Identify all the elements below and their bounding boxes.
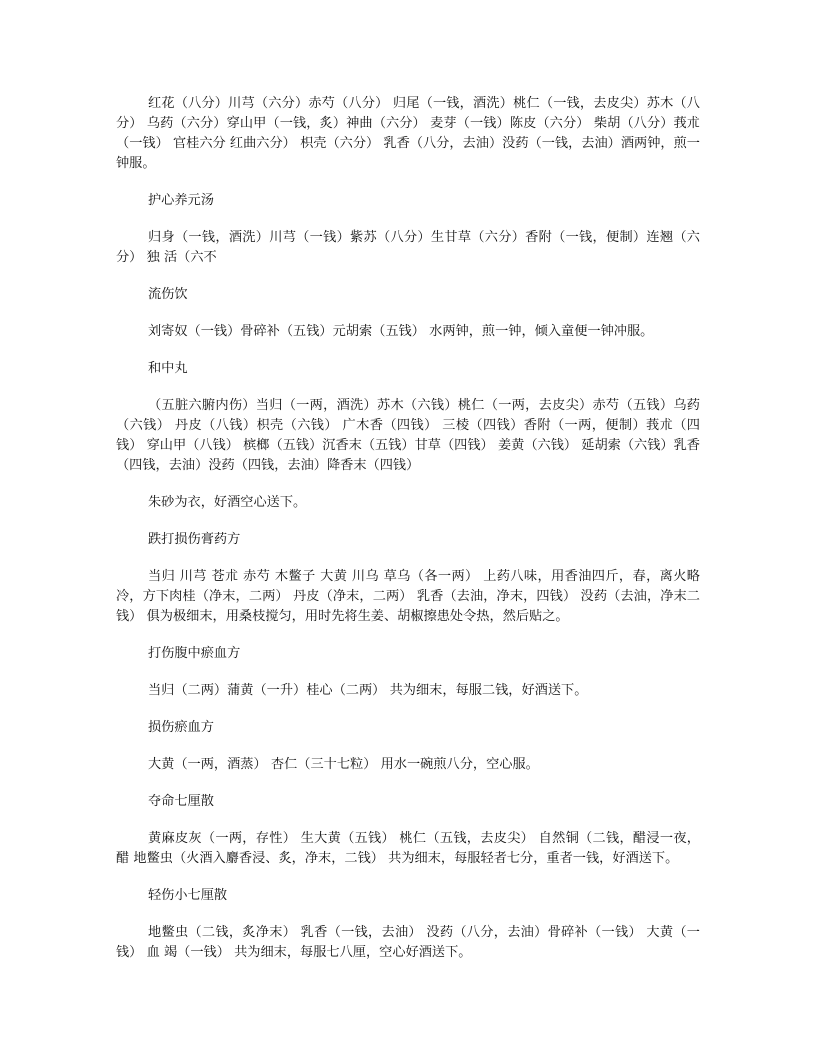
paragraph-6: 当归 川芎 苍朮 赤芍 木鳖子 大黄 川乌 草乌（各一两） 上药八味，用香油四斤，春，离火略冷，方下肉桂（净末，二两） 丹皮（净末，二两） 乳香（去油，净末，四钱） 没药（去油，净末二钱） 俱为极细末，用桑枝搅匀，用时先将生姜、胡椒擦患处令热，然后贴之。 — [116, 569, 700, 624]
heading-hezhong-wan: 和中丸 — [148, 361, 188, 376]
heading-dashang-fuzhong-yuxue: 打伤腹中瘀血方 — [148, 646, 241, 661]
heading-qingshang-xiao-qili-san: 轻伤小七厘散 — [148, 888, 228, 903]
paragraph-8: 大黄（一两，酒蒸） 杏仁（三十七粒） 用水一碗煎八分，空心服。 — [148, 757, 539, 772]
heading-duoming-qili-san: 夺命七厘散 — [148, 794, 214, 809]
paragraph-10: 地鳖虫（二钱，炙净末） 乳香（一钱，去油） 没药（八分，去油）骨碎补（一钱） 大黄（一钱） 血 竭（一钱） 共为细末，每服七八厘，空心好酒送下。 — [116, 925, 700, 960]
paragraph-4: （五脏六腑内伤）当归（一两，酒洗）苏木（六钱）桃仁（一两，去皮尖）赤芍（五钱）乌药（六钱） 丹皮（八钱）枳壳（六钱） 广木香（四钱） 三棱（四钱）香附（一两，便制）莪朮（四钱） 穿山甲（八钱） 槟榔（五钱）沉香末（五钱）甘草（四钱） 姜黄（六钱） 延胡索（六钱）乳香（四钱，去油）没药（四钱，去油）降香末（四钱） — [116, 398, 700, 473]
paragraph-7: 当归（二两）蒲黄（一升）桂心（二两） 共为细末，每服二钱，好酒送下。 — [148, 683, 588, 698]
paragraph-5: 朱砂为衣，好酒空心送下。 — [148, 495, 307, 510]
heading-dieda-sunshang-gaoyao: 跌打损伤膏药方 — [148, 532, 241, 547]
paragraph-3: 刘寄奴（一钱）骨碎补（五钱）元胡索（五钱） 水两钟，煎一钟，倾入童便一钟冲服。 — [148, 324, 654, 339]
paragraph-9: 黄麻皮灰（一两，存性） 生大黄（五钱） 桃仁（五钱，去皮尖） 自然铜（二钱，醋浸一夜，醋 地鳖虫（火酒入麝香浸、炙，净末，二钱） 共为细末，每服轻者七分，重者一钱，好酒送下。 — [116, 831, 700, 866]
heading-liushang-yin: 流伤饮 — [148, 287, 188, 302]
heading-huxin-yangyuan-tang: 护心养元汤 — [148, 193, 214, 208]
paragraph-2: 归身（一钱，酒洗）川芎（一钱）紫苏（八分）生甘草（六分）香附（一钱，便制）连翘（六分） 独 活（六不 — [116, 230, 700, 265]
heading-sunshang-yuxue: 损伤瘀血方 — [148, 720, 214, 735]
paragraph-1: 红花（八分）川芎（六分）赤芍（八分） 归尾（一钱，酒洗）桃仁（一钱，去皮尖）苏木（八分） 乌药（六分）穿山甲（一钱，炙）神曲（六分） 麦芽（一钱）陈皮（六分） 柴胡（八分）莪朮（一钱） 官桂六分 红曲六分） 枳壳（六分） 乳香（八分，去油）没药（一钱，去油）酒两钟，煎一钟服。 — [116, 96, 700, 171]
document-page — [116, 94, 700, 963]
